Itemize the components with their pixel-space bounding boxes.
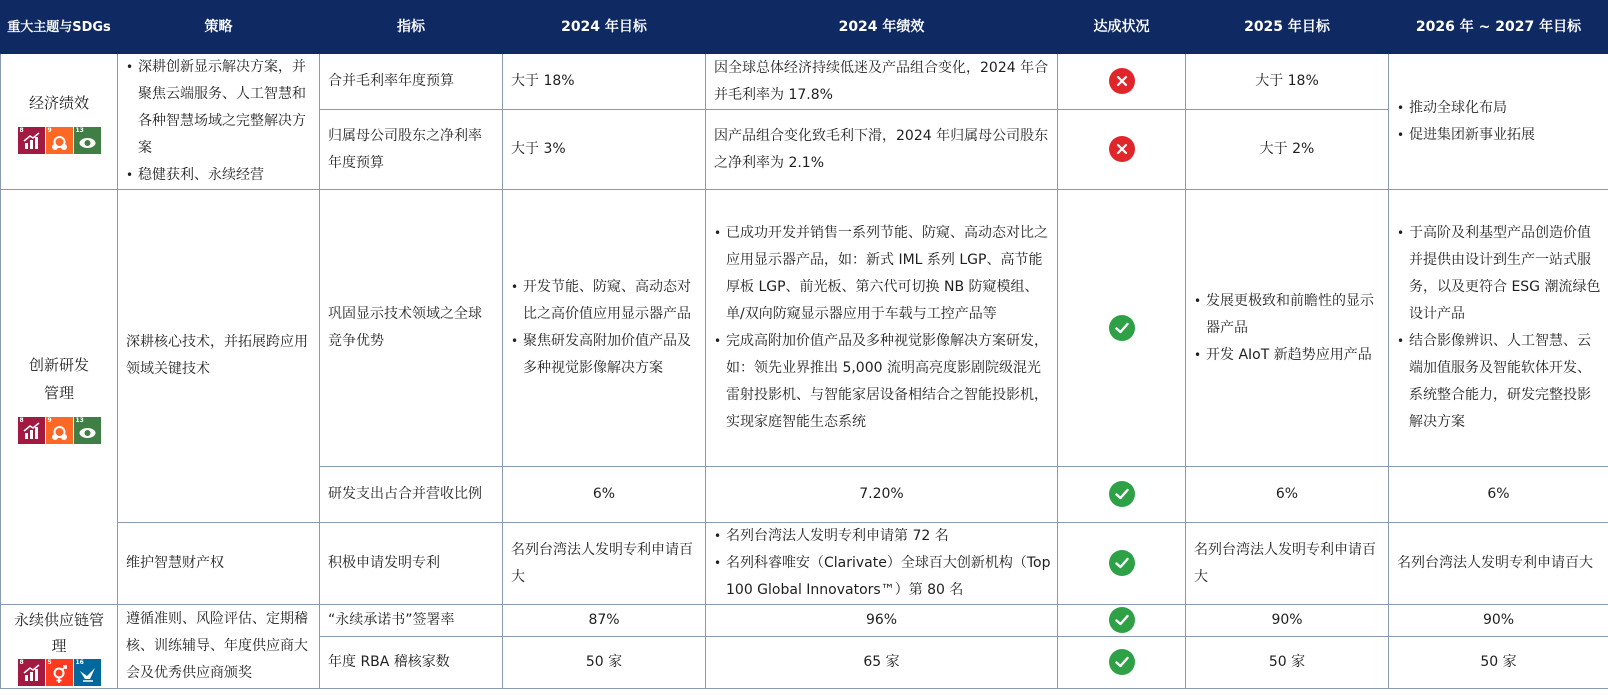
table-row xyxy=(1,523,1608,605)
target-2024-cell: 50 家 xyxy=(503,637,706,689)
list-item: • 稳健获利、永续经营 xyxy=(138,162,313,189)
target-2024-cell: 大于 3% xyxy=(503,110,706,190)
indicator-cell: 归属母公司股东之净利率年度预算 xyxy=(320,110,503,190)
list-item: • 发展更极致和前瞻性的显示器产品 xyxy=(1206,288,1382,342)
list-item: • 完成高附加价值产品及多种视觉影像解决方案研发，如：领先业界推出 5,000 流明高亮度影剧院级混光雷射投影机、与智能家居设备相结合之智能投影机，实现家庭智能生态系统 xyxy=(726,328,1051,436)
list-item: • 推动全球化布局 xyxy=(1409,95,1602,122)
status-cell xyxy=(1058,110,1186,190)
table-row xyxy=(1,190,1608,467)
topic-cell-economic xyxy=(1,54,118,190)
header-2025-target: 2025 年目标 xyxy=(1186,1,1389,54)
target-2026-2027-cell: 名列台湾法人发明专利申请百大 xyxy=(1389,523,1608,605)
target-2025-cell: 名列台湾法人发明专利申请百大 xyxy=(1186,523,1389,605)
target-2024-cell: 名列台湾法人发明专利申请百大 xyxy=(503,523,706,605)
list-item: • 开发节能、防窥、高动态对比之高价值应用显示器产品 xyxy=(523,274,699,328)
target-2025-cell: 大于 18% xyxy=(1186,54,1389,110)
table-row xyxy=(1,605,1608,637)
performance-2024-cell: 因产品组合变化致毛利下滑，2024 年归属母公司股东之净利率为 2.1% xyxy=(706,110,1058,190)
sdg-icons xyxy=(18,127,101,154)
sdg-icons xyxy=(18,659,101,686)
sdg-8-icon: 8 xyxy=(18,659,45,686)
status-cell xyxy=(1058,605,1186,637)
performance-2024-cell: 65 家 xyxy=(706,637,1058,689)
performance-2024-cell: 因全球总体经济持续低迷及产品组合变化，2024 年合并毛利率为 17.8% xyxy=(706,54,1058,110)
target-list xyxy=(1395,220,1602,436)
list-item: • 名列台湾法人发明专利申请第 72 名 xyxy=(726,523,1051,550)
strategy-cell-rnd: 深耕核心技术，并拓展跨应用领域关键技术 xyxy=(118,190,320,523)
sdg-13-icon: 13 xyxy=(74,127,101,154)
sdg-8-icon: 8 xyxy=(18,417,45,444)
target-2026-2027-cell: 6% xyxy=(1389,467,1608,523)
sdg-8-icon: 8 xyxy=(18,127,45,154)
indicator-cell: 积极申请发明专利 xyxy=(320,523,503,605)
topic-title: 创新研发管理 xyxy=(28,355,89,402)
header-status: 达成状况 xyxy=(1058,1,1186,54)
performance-list xyxy=(712,523,1051,604)
target-2026-2027-cell: 90% xyxy=(1389,605,1608,637)
list-item: • 深耕创新显示解决方案，并聚焦云端服务、人工智慧和各种智慧场域之完整解决方案 xyxy=(138,54,313,162)
list-item: • 结合影像辨识、人工智慧、云端加值服务及智能软体开发、系统整合能力，研发完整投影解决方案 xyxy=(1409,328,1602,436)
target-2024-cell: 6% xyxy=(503,467,706,523)
header-topic: 重大主题与SDGs xyxy=(1,1,118,54)
sdg-9-icon: 9 xyxy=(46,417,73,444)
topic-title: 永续供应链管理 xyxy=(14,611,105,655)
header-indicator: 指标 xyxy=(320,1,503,54)
header-2026-2027-target: 2026 年 ~ 2027 年目标 xyxy=(1389,1,1608,54)
target-2026-2027-cell: 50 家 xyxy=(1389,637,1608,689)
strategy-list xyxy=(124,54,313,189)
fail-x-icon xyxy=(1109,68,1135,94)
header-row xyxy=(1,1,1608,54)
target-2026-2027-cell xyxy=(1389,54,1608,190)
status-cell xyxy=(1058,637,1186,689)
list-item: • 名列科睿唯安（Clarivate）全球百大创新机构（Top 100 Global Innovators™）第 80 名 xyxy=(726,550,1051,604)
status-cell xyxy=(1058,467,1186,523)
header-strategy: 策略 xyxy=(118,1,320,54)
strategy-cell-supply: 遵循准则、风险评估、定期稽核、训练辅导、年度供应商大会及优秀供应商颁奖 xyxy=(118,605,320,689)
header-2024-performance: 2024 年绩效 xyxy=(706,1,1058,54)
topic-cell-supply xyxy=(1,605,118,689)
target-2024-cell xyxy=(503,190,706,467)
pass-check-icon xyxy=(1109,649,1135,675)
performance-2024-cell xyxy=(706,523,1058,605)
target-2025-cell: 6% xyxy=(1186,467,1389,523)
performance-list xyxy=(712,220,1051,436)
fail-x-icon xyxy=(1109,136,1135,162)
target-list xyxy=(1395,95,1602,149)
table-row xyxy=(1,54,1608,110)
indicator-cell: 巩固显示技术领域之全球竞争优势 xyxy=(320,190,503,467)
performance-2024-cell: 96% xyxy=(706,605,1058,637)
header-2024-target: 2024 年目标 xyxy=(503,1,706,54)
status-cell xyxy=(1058,190,1186,467)
target-list xyxy=(1192,288,1382,369)
indicator-cell: 研发支出占合并营收比例 xyxy=(320,467,503,523)
pass-check-icon xyxy=(1109,481,1135,507)
strategy-cell-ip: 维护智慧财产权 xyxy=(118,523,320,605)
pass-check-icon xyxy=(1109,315,1135,341)
target-2024-cell: 大于 18% xyxy=(503,54,706,110)
target-2025-cell: 90% xyxy=(1186,605,1389,637)
list-item: • 开发 AIoT 新趋势应用产品 xyxy=(1206,342,1382,369)
list-item: • 于高阶及利基型产品创造价值并提供由设计到生产一站式服务，以及更符合 ESG 潮流绿色设计产品 xyxy=(1409,220,1602,328)
target-2026-2027-cell xyxy=(1389,190,1608,467)
indicator-cell: 合并毛利率年度预算 xyxy=(320,54,503,110)
sdg-9-icon: 9 xyxy=(46,127,73,154)
target-2024-cell: 87% xyxy=(503,605,706,637)
status-cell xyxy=(1058,523,1186,605)
topic-title: 经济绩效 xyxy=(28,94,89,112)
list-item: • 聚焦研发高附加价值产品及多种视觉影像解决方案 xyxy=(523,328,699,382)
sdg-16-icon: 16 xyxy=(74,659,101,686)
indicator-cell: “永续承诺书”签署率 xyxy=(320,605,503,637)
sdg-13-icon: 13 xyxy=(74,417,101,444)
list-item: • 已成功开发并销售一系列节能、防窥、高动态对比之应用显示器产品，如：新式 IML 系列 LGP、高节能厚板 LGP、前光板、第六代可切换 NB 防窥模组、单/双向防窥显示器应用于车载与工控产品等 xyxy=(726,220,1051,328)
pass-check-icon xyxy=(1109,607,1135,633)
status-cell xyxy=(1058,54,1186,110)
sdg-5-icon: 5 xyxy=(46,659,73,686)
strategy-cell-economic xyxy=(118,54,320,190)
pass-check-icon xyxy=(1109,550,1135,576)
target-2025-cell xyxy=(1186,190,1389,467)
indicator-cell: 年度 RBA 稽核家数 xyxy=(320,637,503,689)
performance-2024-cell xyxy=(706,190,1058,467)
list-item: • 促进集团新事业拓展 xyxy=(1409,122,1602,149)
target-2025-cell: 大于 2% xyxy=(1186,110,1389,190)
sdg-icons xyxy=(18,417,101,444)
target-2025-cell: 50 家 xyxy=(1186,637,1389,689)
performance-2024-cell: 7.20% xyxy=(706,467,1058,523)
target-list xyxy=(509,274,699,382)
topic-cell-rnd xyxy=(1,190,118,605)
